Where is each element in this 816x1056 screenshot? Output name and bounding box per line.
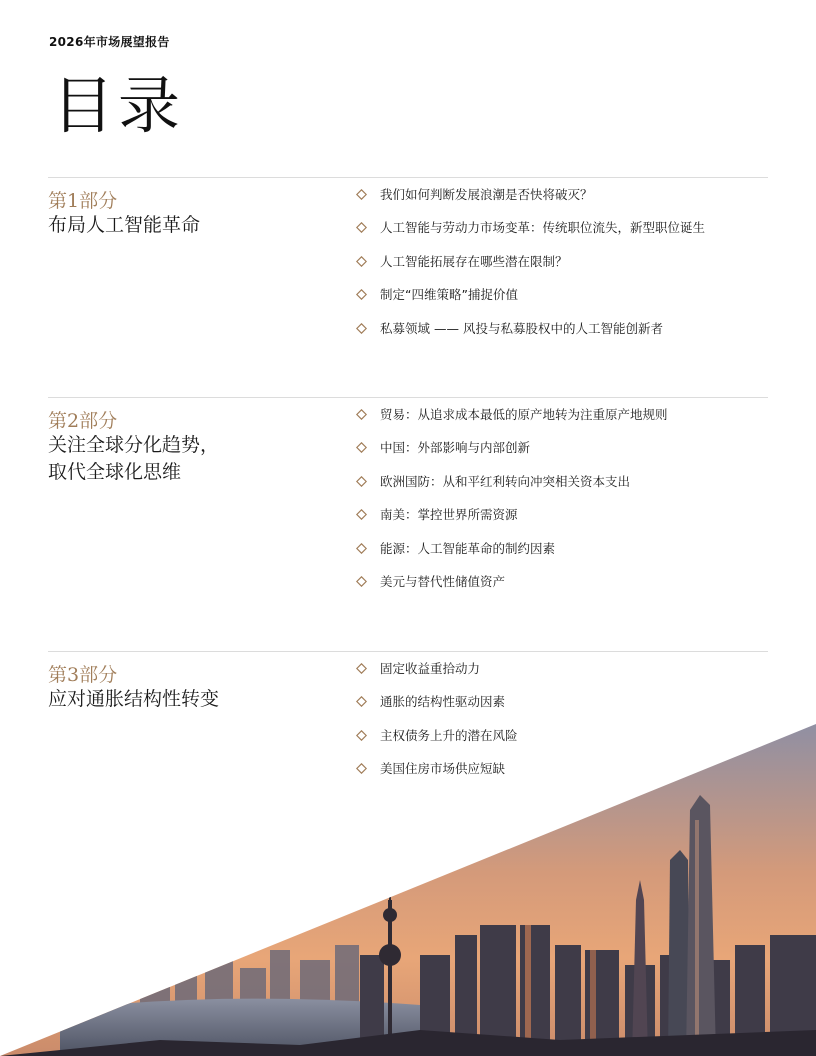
item-text: 人工智能拓展存在哪些潜在限制？ xyxy=(380,253,568,269)
section-number: 第1部分 xyxy=(48,190,118,212)
item-text: 人工智能与劳动力市场变革：传统职位流失，新型职位诞生 xyxy=(380,220,706,236)
item-text: 能源：人工智能革命的制约因素 xyxy=(380,540,556,556)
item-text: 欧洲国防：从和平红利转向冲突相关资本支出 xyxy=(380,473,631,489)
item-text: 我们如何判断发展浪潮是否快将破灭？ xyxy=(380,187,593,202)
section-title: 布局人工智能革命 xyxy=(48,214,201,236)
section-number: 第2部分 xyxy=(48,410,118,432)
item-text: 南美：掌控世界所需资源 xyxy=(380,507,518,523)
item-text: 美国住房市场供应短缺 xyxy=(380,761,506,777)
item-text: 通胀的结构性驱动因素 xyxy=(380,694,506,710)
section-number: 第3部分 xyxy=(48,664,118,686)
item-text: 贸易：从追求成本最低的原产地转为注重原产地规则 xyxy=(380,407,668,422)
header-label: 2026年市场展望报告 xyxy=(49,35,170,49)
item-text: 固定收益重拾动力 xyxy=(380,661,481,676)
page-title: 目录 xyxy=(52,69,185,142)
section-title: 应对通胀结构性转变 xyxy=(48,688,220,710)
item-text: 中国：外部影响与内部创新 xyxy=(380,440,531,456)
item-text: 主权债务上升的潜在风险 xyxy=(380,727,518,743)
item-text: 制定“四维策略”捕捉价值 xyxy=(380,287,518,303)
item-text: 美元与替代性储值资产 xyxy=(380,573,506,589)
section-title: 关注全球分化趋势， 取代全球化思维 xyxy=(48,434,220,483)
item-text: 私募领域 —— 风投与私募股权中的人工智能创新者 xyxy=(380,320,663,336)
